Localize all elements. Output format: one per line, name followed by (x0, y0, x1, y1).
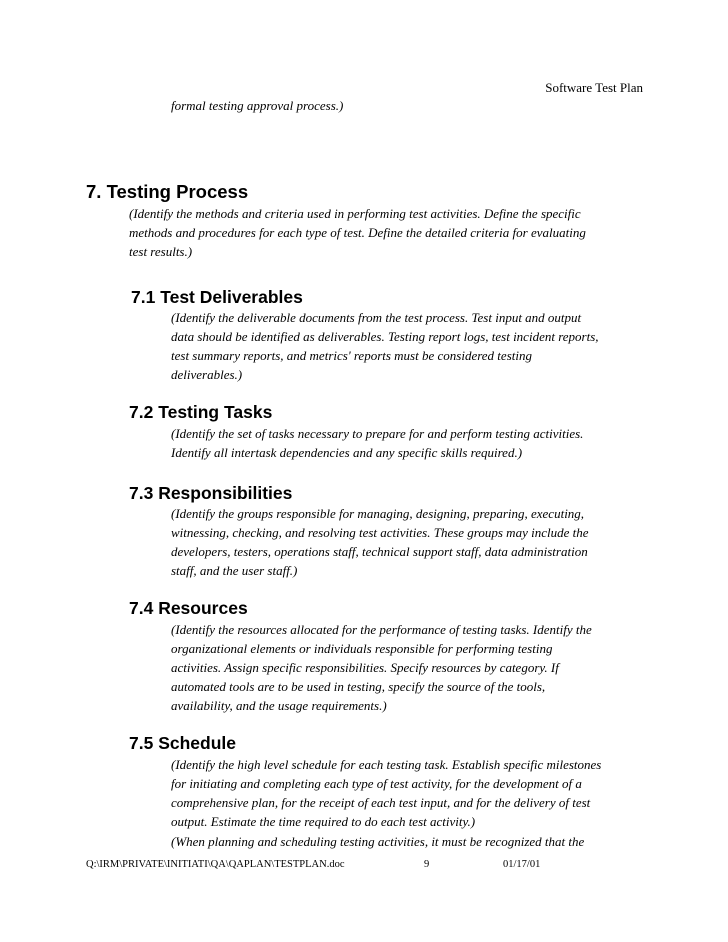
section-7-heading: 7. Testing Process (86, 181, 249, 202)
paragraph-line: staff, and the user staff.) (171, 563, 298, 578)
section-7-1-heading: 7.1 Test Deliverables (131, 287, 303, 307)
section-7-4-paragraph (171, 620, 592, 715)
paragraph-line: (When planning and scheduling testing activities, it must be recognized that the (171, 834, 585, 849)
running-header-title: Software Test Plan (545, 80, 643, 95)
carryover-paragraph (171, 96, 343, 115)
paragraph-line: output. Estimate the time required to do each test activity.) (171, 814, 476, 829)
section-7-5-paragraph-2 (171, 832, 584, 851)
paragraph-line: (Identify the groups responsible for managing, designing, preparing, executing, (171, 506, 585, 521)
paragraph-line: for initiating and completing each type of test activity, for the development of a (171, 776, 582, 791)
paragraph-line: availability, and the usage requirements.) (171, 698, 387, 713)
paragraph-line: automated tools are to be used in testing, specify the source of the tools, (171, 679, 546, 694)
section-7-5-heading: 7.5 Schedule (129, 733, 236, 753)
section-7-1-paragraph (171, 308, 599, 384)
section-7-paragraph (129, 204, 586, 261)
footer-file-path: Q:\IRM\PRIVATE\INITIATI\QA\QAPLAN\TESTPLAN.doc (86, 859, 345, 870)
paragraph-line: comprehensive plan, for the receipt of each test input, and for the delivery of test (171, 795, 591, 810)
paragraph-line: Identify all intertask dependencies and any specific skills required.) (171, 445, 523, 460)
paragraph-line: (Identify the deliverable documents from the test process. Test input and output (171, 310, 582, 325)
section-7-2-heading: 7.2 Testing Tasks (129, 402, 273, 422)
footer-date: 01/17/01 (503, 859, 541, 870)
paragraph-line: deliverables.) (171, 367, 243, 382)
paragraph-line: organizational elements or individuals responsible for performing testing (171, 641, 553, 656)
paragraph-line: developers, testers, operations staff, technical support staff, data administration (171, 544, 588, 559)
paragraph-line: test results.) (129, 244, 193, 259)
paragraph-line: formal testing approval process.) (171, 98, 344, 113)
section-7-2-paragraph (171, 424, 583, 462)
paragraph-line: (Identify the set of tasks necessary to prepare for and perform testing activities. (171, 426, 584, 441)
paragraph-line: methods and procedures for each type of test. Define the detailed criteria for evaluating (129, 225, 586, 240)
paragraph-line: activities. Assign specific responsibilities. Specify resources by category. If (171, 660, 559, 675)
paragraph-line: (Identify the methods and criteria used in performing test activities. Define the specific (129, 206, 581, 221)
section-7-5-paragraph (171, 755, 601, 831)
section-7-3-heading: 7.3 Responsibilities (129, 483, 293, 503)
section-7-3-paragraph (171, 504, 589, 580)
paragraph-line: data should be identified as deliverables. Testing report logs, test incident reports, (171, 329, 599, 344)
paragraph-line: (Identify the resources allocated for the performance of testing tasks. Identify the (171, 622, 592, 637)
paragraph-line: (Identify the high level schedule for each testing task. Establish specific milestones (171, 757, 602, 772)
paragraph-line: test summary reports, and metrics' reports must be considered testing (171, 348, 532, 363)
paragraph-line: witnessing, checking, and resolving test activities. These groups may include the (171, 525, 589, 540)
section-7-4-heading: 7.4 Resources (129, 598, 248, 618)
footer-page-number: 9 (424, 859, 430, 870)
